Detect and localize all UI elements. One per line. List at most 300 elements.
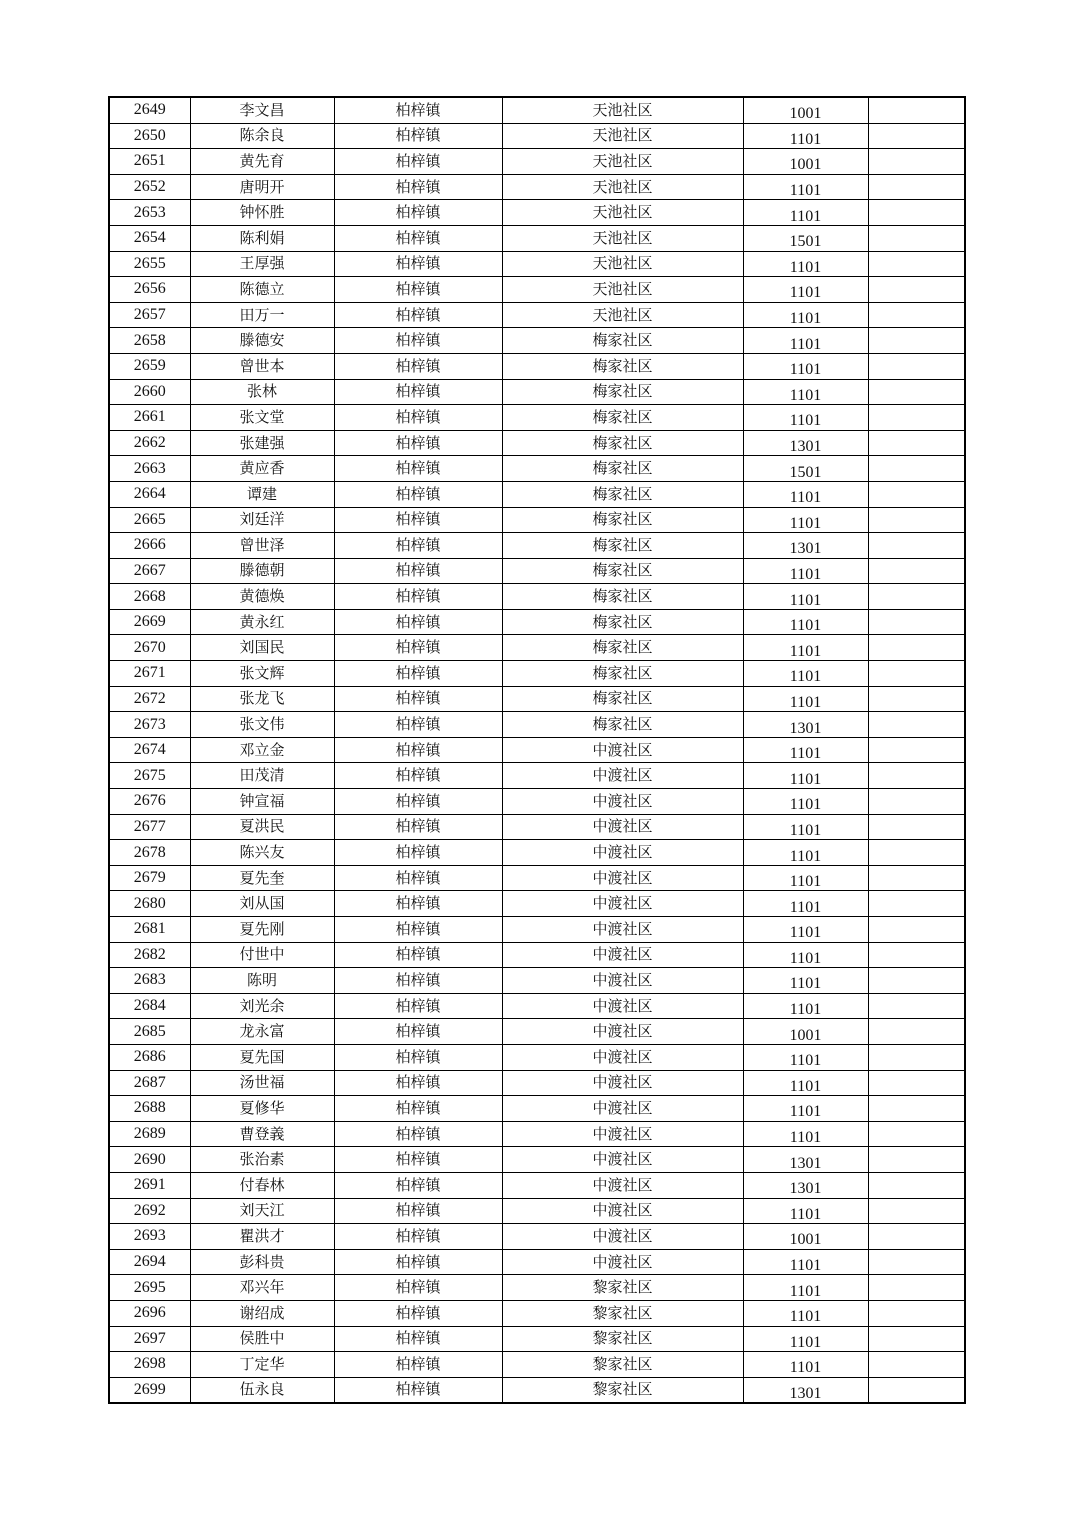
community-text: 梅家社区: [592, 510, 653, 529]
person-name-cell: [190, 1377, 334, 1403]
row-number-cell: [109, 993, 190, 1019]
person-name-cell: [190, 661, 334, 687]
town-cell: [334, 1275, 502, 1301]
person-name-text: 陈兴友: [239, 843, 285, 862]
note-cell: [868, 1224, 965, 1250]
code-cell: [743, 584, 868, 610]
table-row: [109, 405, 965, 431]
code-text: 1101: [789, 514, 822, 532]
row-number-cell: [109, 456, 190, 482]
community-text: 中渡社区: [592, 843, 653, 862]
row-number-text: 2679: [133, 869, 166, 887]
community-text: 天池社区: [592, 177, 653, 196]
code-cell: [743, 993, 868, 1019]
row-number-text: 2688: [133, 1099, 166, 1117]
code-text: 1101: [789, 796, 822, 814]
community-text: 中渡社区: [592, 1047, 653, 1066]
town-text: 柏梓镇: [395, 843, 441, 862]
code-cell: [743, 1044, 868, 1070]
person-name-cell: [190, 97, 334, 123]
person-name-text: 田万一: [239, 305, 285, 324]
town-cell: [334, 942, 502, 968]
code-cell: [743, 763, 868, 789]
row-number-text: 2683: [133, 971, 166, 989]
person-name-text: 钟怀胜: [239, 203, 285, 222]
code-text: 1001: [789, 105, 822, 123]
row-number-text: 2669: [133, 613, 166, 631]
community-cell: [502, 763, 743, 789]
table-row: [109, 123, 965, 149]
row-number-text: 2692: [133, 1201, 166, 1219]
town-text: 柏梓镇: [395, 894, 441, 913]
person-name-cell: [190, 993, 334, 1019]
row-number-cell: [109, 584, 190, 610]
person-name-text: 张建强: [239, 433, 285, 452]
person-name-text: 曾世泽: [239, 535, 285, 554]
town-text: 柏梓镇: [395, 689, 441, 708]
person-name-cell: [190, 225, 334, 251]
note-cell: [868, 1147, 965, 1173]
person-name-text: 夏修华: [239, 1098, 285, 1117]
note-cell: [868, 968, 965, 994]
town-text: 柏梓镇: [395, 1329, 441, 1348]
person-name-text: 滕德安: [239, 331, 285, 350]
community-text: 天池社区: [592, 305, 653, 324]
person-name-text: 王厚强: [239, 254, 285, 273]
note-cell: [868, 763, 965, 789]
community-text: 黎家社区: [592, 1380, 653, 1399]
community-cell: [502, 968, 743, 994]
person-name-text: 刘国民: [239, 638, 285, 657]
town-cell: [334, 1249, 502, 1275]
row-number-cell: [109, 558, 190, 584]
table-row: [109, 353, 965, 379]
note-cell: [868, 712, 965, 738]
community-text: 天池社区: [592, 254, 653, 273]
note-cell: [868, 277, 965, 303]
person-name-cell: [190, 584, 334, 610]
community-cell: [502, 481, 743, 507]
note-cell: [868, 1300, 965, 1326]
row-number-cell: [109, 737, 190, 763]
row-number-cell: [109, 686, 190, 712]
row-number-text: 2677: [133, 817, 166, 835]
town-text: 柏梓镇: [395, 484, 441, 503]
row-number-cell: [109, 661, 190, 687]
roster-table: [108, 96, 966, 1404]
table-row: [109, 661, 965, 687]
person-name-cell: [190, 1275, 334, 1301]
row-number-text: 2656: [133, 280, 166, 298]
table-row: [109, 1224, 965, 1250]
community-text: 梅家社区: [592, 382, 653, 401]
table-row: [109, 251, 965, 277]
code-text: 1101: [789, 642, 822, 660]
row-number-text: 2691: [133, 1176, 166, 1194]
town-cell: [334, 840, 502, 866]
community-text: 中渡社区: [592, 1150, 653, 1169]
community-text: 天池社区: [592, 228, 653, 247]
town-text: 柏梓镇: [395, 740, 441, 759]
community-cell: [502, 328, 743, 354]
row-number-text: 2653: [133, 203, 166, 221]
community-text: 中渡社区: [592, 791, 653, 810]
code-text: 1101: [789, 668, 822, 686]
community-cell: [502, 712, 743, 738]
code-text: 1101: [789, 949, 822, 967]
table-row: [109, 1275, 965, 1301]
community-text: 中渡社区: [592, 740, 653, 759]
table-row: [109, 763, 965, 789]
table-row: [109, 1019, 965, 1045]
community-cell: [502, 993, 743, 1019]
table-row: [109, 507, 965, 533]
town-text: 柏梓镇: [395, 612, 441, 631]
code-cell: [743, 174, 868, 200]
table-row: [109, 225, 965, 251]
person-name-text: 陈利娟: [239, 228, 285, 247]
town-cell: [334, 225, 502, 251]
table-row: [109, 174, 965, 200]
town-cell: [334, 328, 502, 354]
community-cell: [502, 789, 743, 815]
person-name-cell: [190, 200, 334, 226]
code-text: 1101: [789, 412, 822, 430]
row-number-cell: [109, 1147, 190, 1173]
code-text: 1301: [789, 1180, 822, 1198]
community-cell: [502, 1352, 743, 1378]
note-cell: [868, 97, 965, 123]
community-cell: [502, 1249, 743, 1275]
town-text: 柏梓镇: [395, 1303, 441, 1322]
person-name-cell: [190, 865, 334, 891]
row-number-text: 2675: [133, 766, 166, 784]
row-number-text: 2657: [133, 306, 166, 324]
code-text: 1501: [789, 233, 822, 251]
code-cell: [743, 1198, 868, 1224]
person-name-cell: [190, 1121, 334, 1147]
code-cell: [743, 814, 868, 840]
town-cell: [334, 712, 502, 738]
town-cell: [334, 123, 502, 149]
code-text: 1301: [789, 1154, 822, 1172]
row-number-cell: [109, 123, 190, 149]
person-name-cell: [190, 302, 334, 328]
row-number-cell: [109, 1019, 190, 1045]
community-text: 中渡社区: [592, 970, 653, 989]
table-row: [109, 1070, 965, 1096]
town-cell: [334, 1044, 502, 1070]
community-text: 梅家社区: [592, 638, 653, 657]
town-cell: [334, 814, 502, 840]
code-cell: [743, 1275, 868, 1301]
row-number-text: 2671: [133, 664, 166, 682]
code-text: 1101: [789, 1333, 822, 1351]
community-cell: [502, 1300, 743, 1326]
code-text: 1301: [789, 438, 822, 456]
code-text: 1101: [789, 489, 822, 507]
person-name-text: 夏先奎: [239, 868, 285, 887]
town-cell: [334, 968, 502, 994]
person-name-cell: [190, 558, 334, 584]
row-number-text: 2686: [133, 1048, 166, 1066]
row-number-text: 2651: [133, 152, 166, 170]
code-cell: [743, 277, 868, 303]
person-name-text: 陈明: [246, 970, 277, 989]
person-name-text: 谭建: [246, 484, 277, 503]
code-text: 1101: [789, 361, 822, 379]
code-text: 1101: [789, 310, 822, 328]
code-text: 1101: [789, 182, 822, 200]
person-name-cell: [190, 1096, 334, 1122]
row-number-cell: [109, 1352, 190, 1378]
community-cell: [502, 302, 743, 328]
town-cell: [334, 174, 502, 200]
community-cell: [502, 123, 743, 149]
person-name-cell: [190, 891, 334, 917]
note-cell: [868, 1070, 965, 1096]
town-text: 柏梓镇: [395, 356, 441, 375]
community-text: 天池社区: [592, 203, 653, 222]
town-text: 柏梓镇: [395, 126, 441, 145]
code-text: 1101: [789, 1282, 822, 1300]
row-number-text: 2694: [133, 1253, 166, 1271]
table-row: [109, 584, 965, 610]
community-text: 梅家社区: [592, 663, 653, 682]
note-cell: [868, 635, 965, 661]
community-cell: [502, 225, 743, 251]
town-cell: [334, 1121, 502, 1147]
note-cell: [868, 558, 965, 584]
code-text: 1101: [789, 1205, 822, 1223]
person-name-text: 张林: [246, 382, 277, 401]
community-cell: [502, 1326, 743, 1352]
community-text: 天池社区: [592, 151, 653, 170]
row-number-cell: [109, 917, 190, 943]
town-cell: [334, 891, 502, 917]
town-text: 柏梓镇: [395, 766, 441, 785]
note-cell: [868, 353, 965, 379]
code-cell: [743, 97, 868, 123]
town-cell: [334, 917, 502, 943]
row-number-text: 2655: [133, 254, 166, 272]
row-number-text: 2697: [133, 1329, 166, 1347]
community-text: 中渡社区: [592, 945, 653, 964]
code-cell: [743, 635, 868, 661]
person-name-cell: [190, 609, 334, 635]
community-cell: [502, 1377, 743, 1403]
town-text: 柏梓镇: [395, 151, 441, 170]
note-cell: [868, 1326, 965, 1352]
person-name-cell: [190, 174, 334, 200]
community-text: 梅家社区: [592, 484, 653, 503]
table-row: [109, 1121, 965, 1147]
person-name-cell: [190, 763, 334, 789]
row-number-cell: [109, 635, 190, 661]
person-name-cell: [190, 1352, 334, 1378]
row-number-text: 2696: [133, 1304, 166, 1322]
person-name-cell: [190, 968, 334, 994]
code-text: 1101: [789, 1359, 822, 1377]
person-name-cell: [190, 737, 334, 763]
town-cell: [334, 1224, 502, 1250]
row-number-text: 2687: [133, 1073, 166, 1091]
town-text: 柏梓镇: [395, 254, 441, 273]
table-row: [109, 1326, 965, 1352]
community-cell: [502, 942, 743, 968]
note-cell: [868, 1275, 965, 1301]
town-text: 柏梓镇: [395, 279, 441, 298]
community-text: 天池社区: [592, 279, 653, 298]
person-name-text: 田茂清: [239, 766, 285, 785]
code-cell: [743, 1352, 868, 1378]
person-name-cell: [190, 149, 334, 175]
note-cell: [868, 1198, 965, 1224]
code-cell: [743, 712, 868, 738]
code-text: 1101: [789, 821, 822, 839]
town-text: 柏梓镇: [395, 1354, 441, 1373]
code-cell: [743, 609, 868, 635]
roster-table-body: [109, 97, 965, 1403]
code-text: 1101: [789, 1257, 822, 1275]
row-number-cell: [109, 942, 190, 968]
community-cell: [502, 1198, 743, 1224]
town-cell: [334, 609, 502, 635]
table-row: [109, 200, 965, 226]
person-name-cell: [190, 840, 334, 866]
town-text: 柏梓镇: [395, 1226, 441, 1245]
table-row: [109, 1044, 965, 1070]
code-text: 1101: [789, 770, 822, 788]
community-cell: [502, 277, 743, 303]
community-cell: [502, 1224, 743, 1250]
table-row: [109, 942, 965, 968]
note-cell: [868, 737, 965, 763]
town-cell: [334, 763, 502, 789]
table-row: [109, 814, 965, 840]
row-number-cell: [109, 379, 190, 405]
code-text: 1101: [789, 1052, 822, 1070]
community-cell: [502, 1147, 743, 1173]
community-text: 中渡社区: [592, 1201, 653, 1220]
community-text: 中渡社区: [592, 817, 653, 836]
note-cell: [868, 174, 965, 200]
community-cell: [502, 635, 743, 661]
row-number-cell: [109, 968, 190, 994]
code-cell: [743, 507, 868, 533]
town-text: 柏梓镇: [395, 382, 441, 401]
person-name-text: 夏洪民: [239, 817, 285, 836]
code-text: 1101: [789, 924, 822, 942]
person-name-text: 钟宣福: [239, 791, 285, 810]
town-text: 柏梓镇: [395, 868, 441, 887]
table-row: [109, 891, 965, 917]
community-cell: [502, 737, 743, 763]
person-name-cell: [190, 507, 334, 533]
community-text: 中渡社区: [592, 996, 653, 1015]
code-text: 1001: [789, 1026, 822, 1044]
town-cell: [334, 456, 502, 482]
row-number-cell: [109, 277, 190, 303]
note-cell: [868, 149, 965, 175]
code-cell: [743, 430, 868, 456]
person-name-text: 黄应香: [239, 459, 285, 478]
note-cell: [868, 891, 965, 917]
code-text: 1001: [789, 156, 822, 174]
row-number-cell: [109, 533, 190, 559]
row-number-cell: [109, 1172, 190, 1198]
note-cell: [868, 609, 965, 635]
row-number-cell: [109, 865, 190, 891]
row-number-text: 2680: [133, 894, 166, 912]
person-name-cell: [190, 1019, 334, 1045]
row-number-text: 2672: [133, 689, 166, 707]
town-cell: [334, 1377, 502, 1403]
row-number-cell: [109, 1326, 190, 1352]
note-cell: [868, 789, 965, 815]
note-cell: [868, 1121, 965, 1147]
community-cell: [502, 200, 743, 226]
town-cell: [334, 1198, 502, 1224]
town-text: 柏梓镇: [395, 535, 441, 554]
row-number-cell: [109, 1249, 190, 1275]
table-row: [109, 635, 965, 661]
person-name-text: 刘廷洋: [239, 510, 285, 529]
town-text: 柏梓镇: [395, 203, 441, 222]
note-cell: [868, 405, 965, 431]
code-text: 1101: [789, 130, 822, 148]
row-number-cell: [109, 1096, 190, 1122]
note-cell: [868, 1019, 965, 1045]
town-text: 柏梓镇: [395, 331, 441, 350]
town-text: 柏梓镇: [395, 459, 441, 478]
row-number-text: 2664: [133, 485, 166, 503]
code-cell: [743, 789, 868, 815]
community-cell: [502, 609, 743, 635]
person-name-cell: [190, 1249, 334, 1275]
table-row: [109, 917, 965, 943]
note-cell: [868, 1377, 965, 1403]
table-row: [109, 558, 965, 584]
row-number-cell: [109, 1224, 190, 1250]
code-cell: [743, 379, 868, 405]
person-name-text: 瞿洪才: [239, 1226, 285, 1245]
community-cell: [502, 430, 743, 456]
table-row: [109, 1377, 965, 1403]
community-cell: [502, 661, 743, 687]
person-name-cell: [190, 635, 334, 661]
row-number-cell: [109, 405, 190, 431]
row-number-text: 2685: [133, 1022, 166, 1040]
row-number-cell: [109, 1300, 190, 1326]
code-text: 1101: [789, 745, 822, 763]
code-cell: [743, 251, 868, 277]
row-number-cell: [109, 200, 190, 226]
community-text: 梅家社区: [592, 561, 653, 580]
code-cell: [743, 1224, 868, 1250]
community-text: 中渡社区: [592, 1073, 653, 1092]
note-cell: [868, 584, 965, 610]
community-text: 梅家社区: [592, 356, 653, 375]
town-text: 柏梓镇: [395, 1380, 441, 1399]
row-number-text: 2663: [133, 459, 166, 477]
town-cell: [334, 1326, 502, 1352]
town-text: 柏梓镇: [395, 996, 441, 1015]
person-name-cell: [190, 1326, 334, 1352]
row-number-text: 2665: [133, 510, 166, 528]
community-text: 中渡社区: [592, 1124, 653, 1143]
person-name-text: 黄德焕: [239, 587, 285, 606]
